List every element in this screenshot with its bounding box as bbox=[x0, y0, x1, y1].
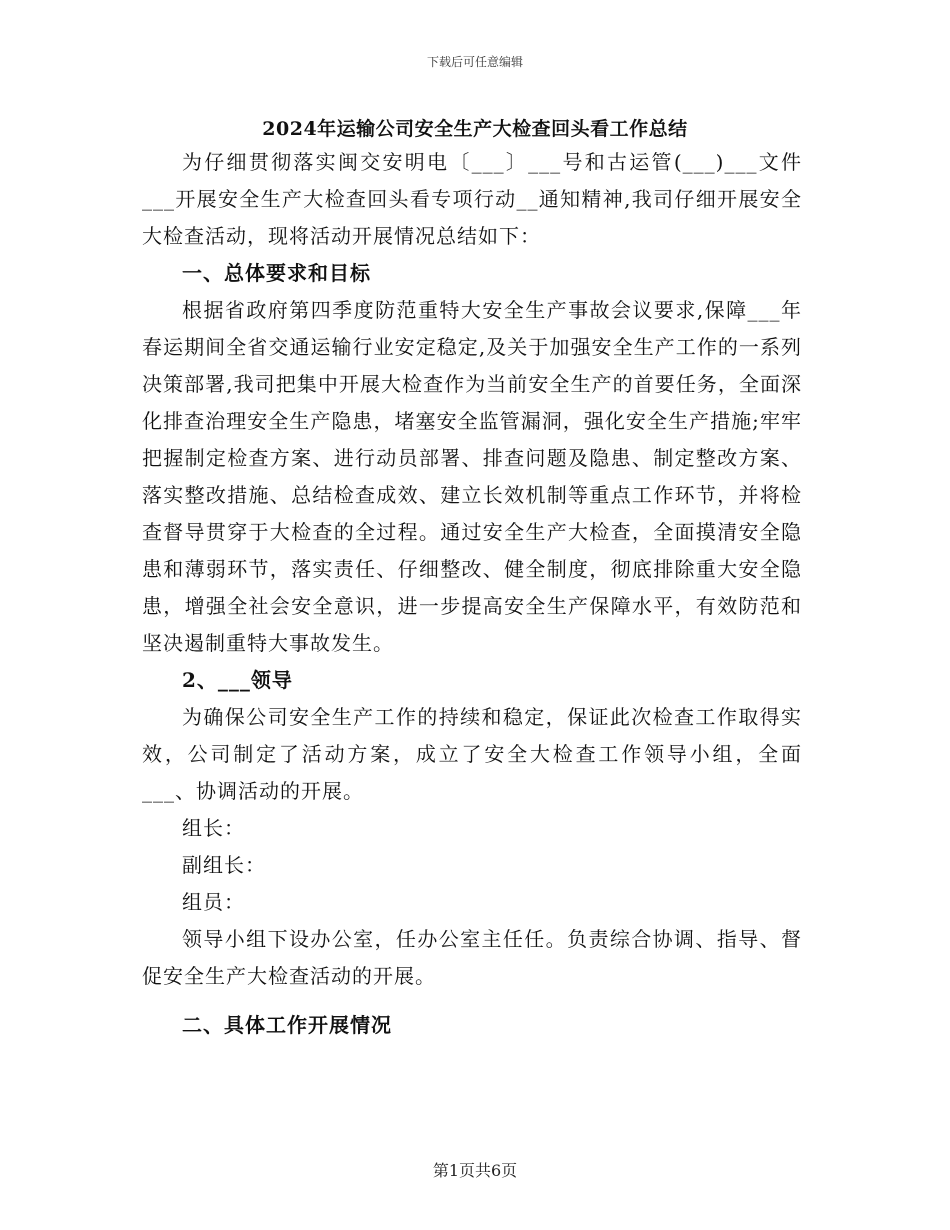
team-leader-line: 组长： bbox=[182, 816, 245, 840]
intro-paragraph: 为仔细贯彻落实闽交安明电〔___〕___号和古运管(___)___文件___开展安全生产大检查回头看专项行动__通知精神,我司仔细开展安全大检查活动，现将活动开展情况总结如下： bbox=[142, 150, 802, 248]
leadership-paragraph: 为确保公司安全生产工作的持续和稳定，保证此次检查工作取得实效，公司制定了活动方案，成立了安全大检查工作领导小组，全面___、协调活动的开展。 bbox=[142, 705, 802, 803]
header-note: 下载后可任意编辑 bbox=[426, 55, 523, 69]
requirements-paragraph: 根据省政府第四季度防范重特大安全生产事故会议要求,保障___年春运期间全省交通运输行业安定稳定,及关于加强安全生产工作的一系列决策部署,我司把集中开展大检查作为当前安全生产的首要任务，全面深化排查治理安全生产隐患，堵塞安全监管漏洞，强化安全生产措施;牢牢把握制定检查方案、进行动员部署、排查问题及隐患、制定整改方案、落实整改措施、总结检查成效、建立长效机制等重点工作环节，并将检查督导贯穿于大检查的全过程。通过安全生产大检查，全面摸清安全隐患和薄弱环节，落实责任、仔细整改、健全制度，彻底排除重大安全隐患，增强全社会安全意识，进一步提高安全生产保障水平，有效防范和坚决遏制重特大事故发生。 bbox=[142, 298, 802, 655]
document-title: 2024年运输公司安全生产大检查回头看工作总结 bbox=[262, 118, 688, 140]
office-paragraph: 领导小组下设办公室，任办公室主任任。负责综合协调、指导、督促安全生产大检查活动的开展。 bbox=[142, 927, 802, 988]
page-number-footer: 第1页共6页 bbox=[432, 1161, 518, 1180]
document-body bbox=[142, 144, 802, 1044]
section-heading-2: 二、具体工作开展情况 bbox=[182, 1013, 392, 1037]
members-line: 组员： bbox=[182, 890, 245, 914]
deputy-leader-line: 副组长： bbox=[182, 853, 266, 877]
section-heading-1: 一、总体要求和目标 bbox=[182, 261, 371, 285]
section-heading-leadership: 2、___领导 bbox=[182, 668, 293, 692]
